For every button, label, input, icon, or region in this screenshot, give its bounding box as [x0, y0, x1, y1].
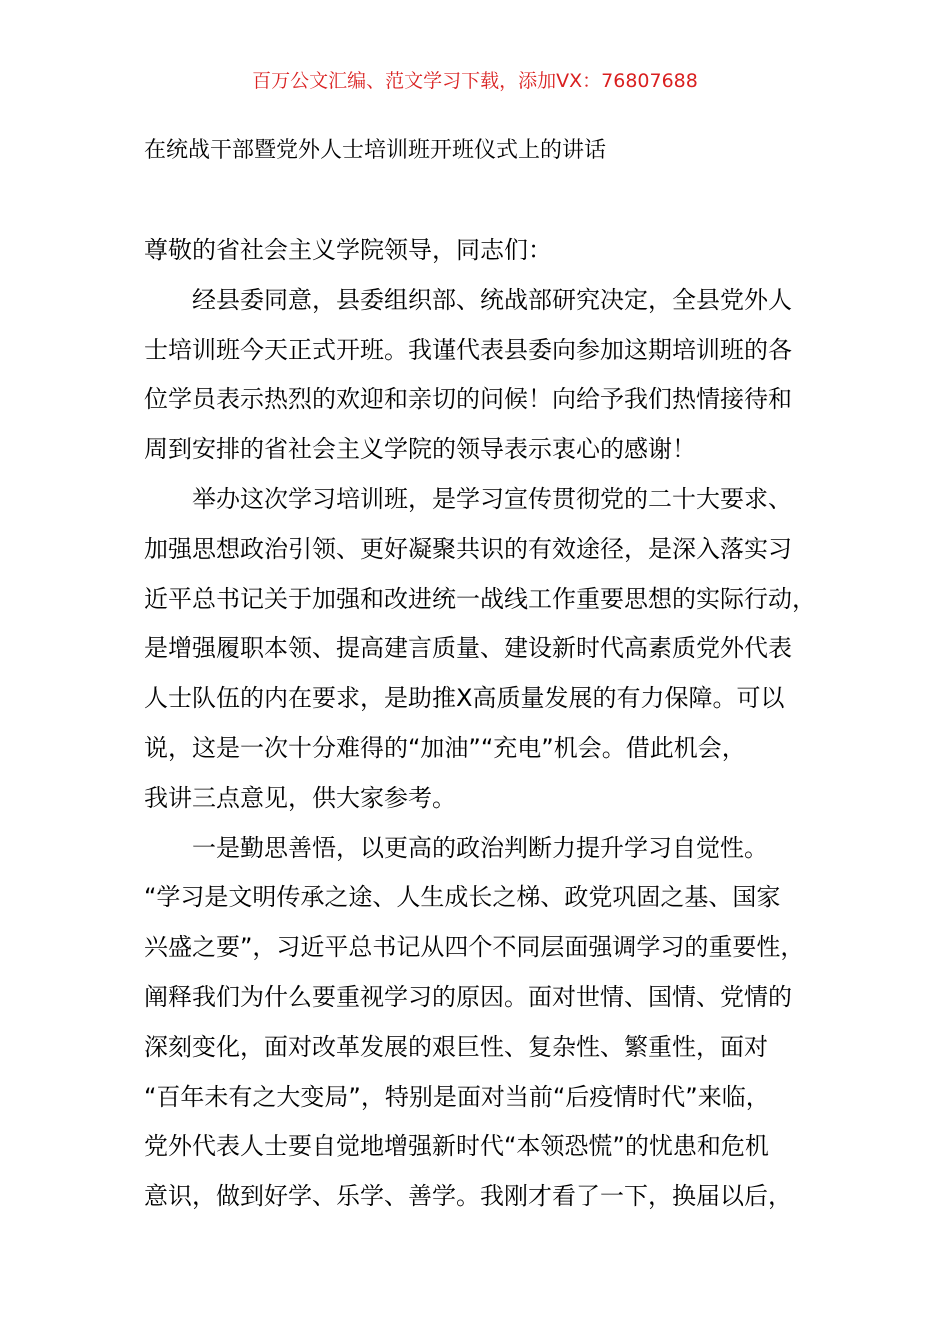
salutation-line: 尊敬的省社会主义学院领导，同志们：	[144, 236, 552, 264]
document-title: 在统战干部暨党外人士培训班开班仪式上的讲话	[144, 138, 607, 163]
paragraph-3-line-1: 一是勤思善悟，以更高的政治判断力提升学习自觉性。	[192, 833, 768, 862]
paragraph-1-line-4: 周到安排的省社会主义学院的领导表示衷心的感谢！	[144, 435, 696, 464]
paragraph-3-line-6: “百年未有之大变局”，特别是面对当前“后疫情时代”来临，	[144, 1082, 770, 1111]
paragraph-2-line-4: 是增强履职本领、提高建言质量、建设新时代高素质党外代表	[144, 634, 792, 663]
paragraph-3-line-4: 阐释我们为什么要重视学习的原因。面对世情、国情、党情的	[144, 982, 792, 1011]
paragraph-1-line-3: 位学员表示热烈的欢迎和亲切的问候！向给予我们热情接待和	[144, 385, 792, 414]
paragraph-2-line-5: 人士队伍的内在要求，是助推X高质量发展的有力保障。可以	[144, 684, 785, 713]
paragraph-3-line-5: 深刻变化，面对改革发展的艰巨性、复杂性、繁重性，面对	[144, 1032, 768, 1061]
paragraph-3-line-8: 意识，做到好学、乐学、善学。我刚才看了一下，换届以后，	[144, 1182, 792, 1211]
header-banner: 百万公文汇编、范文学习下载，添加VX：76807688	[252, 70, 698, 92]
paragraph-2-line-7: 我讲三点意见，供大家参考。	[144, 783, 456, 812]
paragraph-1-line-2: 士培训班今天正式开班。我谨代表县委向参加这期培训班的各	[144, 335, 792, 364]
paragraph-3-line-3: 兴盛之要”，习近平总书记从四个不同层面强调学习的重要性，	[144, 933, 805, 962]
paragraph-2-line-2: 加强思想政治引领、更好凝聚共识的有效途径，是深入落实习	[144, 534, 792, 563]
paragraph-2-line-3: 近平总书记关于加强和改进统一战线工作重要思想的实际行动，	[144, 584, 816, 613]
paragraph-1-line-1: 经县委同意，县委组织部、统战部研究决定，全县党外人	[192, 285, 792, 314]
paragraph-2-line-6: 说，这是一次十分难得的“加油”“充电”机会。借此机会，	[144, 733, 746, 762]
paragraph-2-line-1: 举办这次学习培训班，是学习宣传贯彻党的二十大要求、	[192, 484, 792, 513]
document-body	[144, 226, 834, 1222]
paragraph-3-line-7: 党外代表人士要自觉地增强新时代“本领恐慌”的忧患和危机	[144, 1132, 769, 1161]
paragraph-3-line-2: “学习是文明传承之途、人生成长之梯、政党巩固之基、国家	[144, 883, 781, 912]
